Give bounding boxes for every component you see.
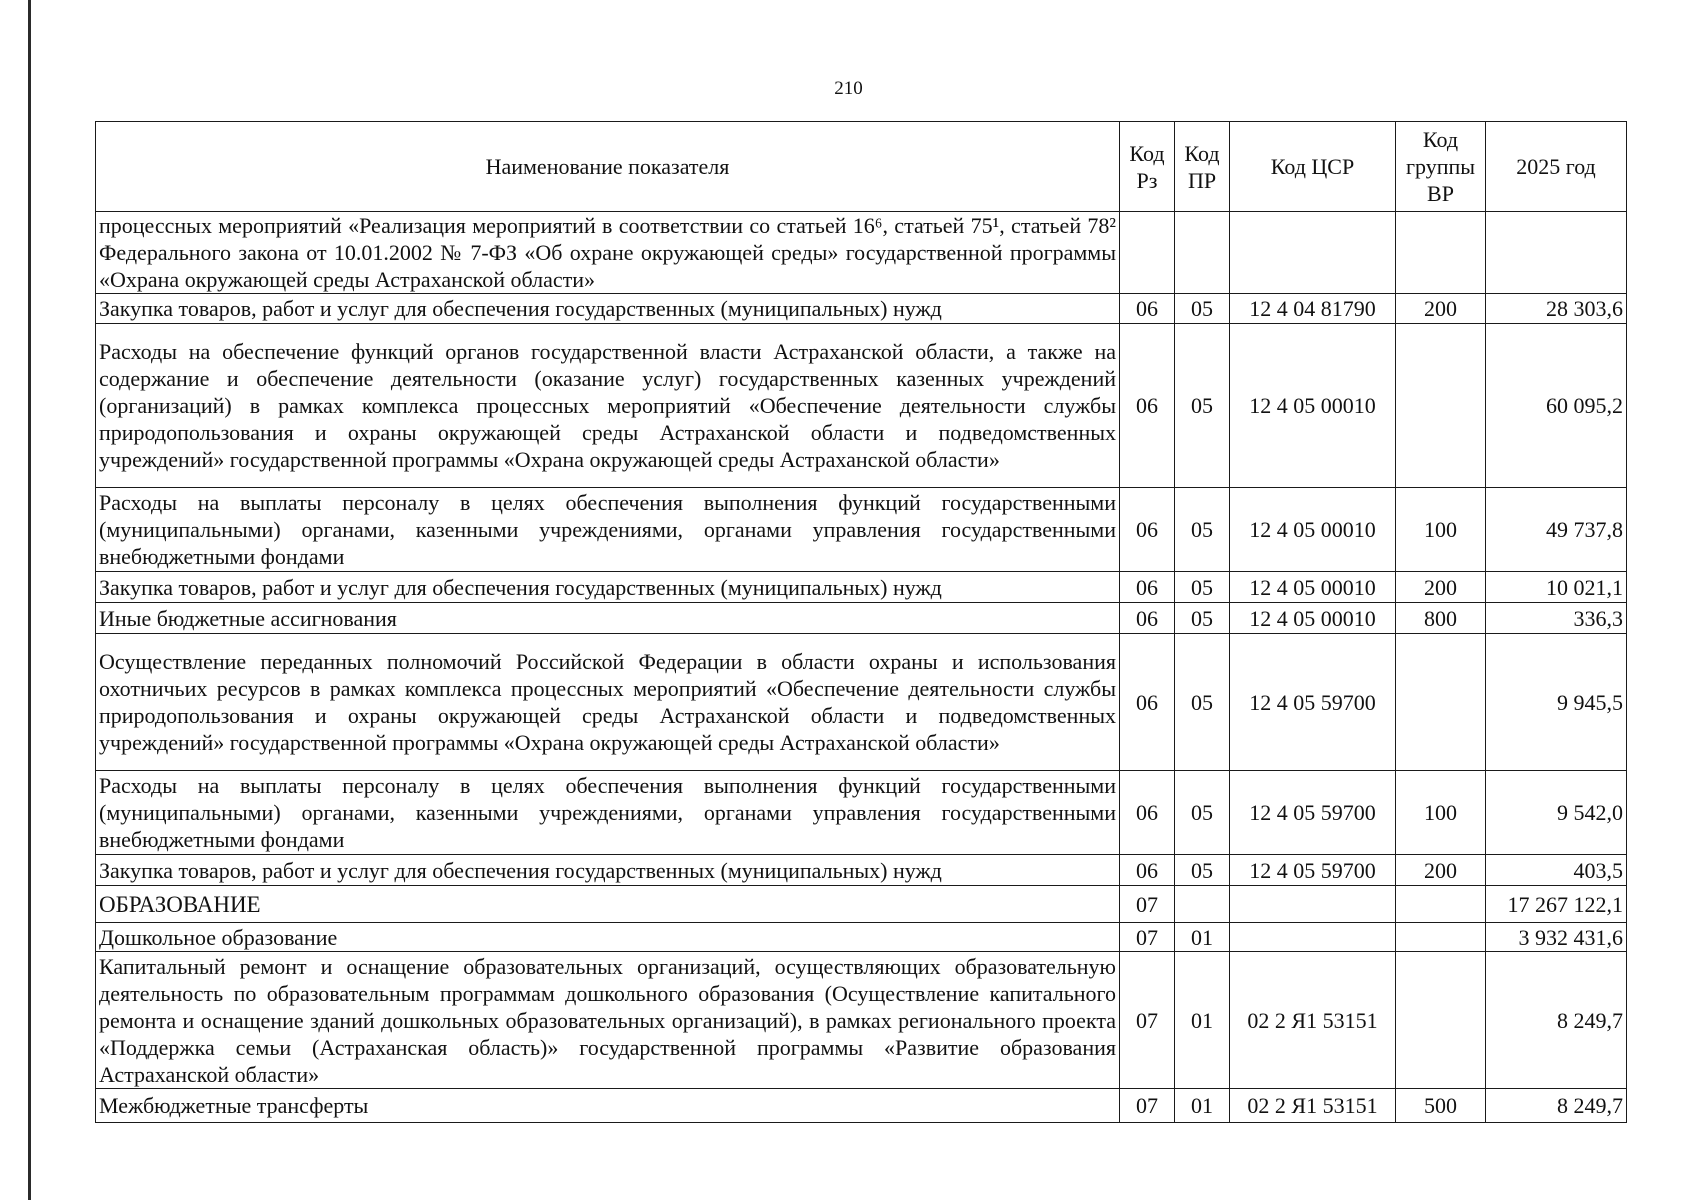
row-rz: 07 (1120, 923, 1175, 952)
row-amount: 3 932 431,6 (1486, 923, 1627, 952)
row-name: Дошкольное образование (96, 923, 1120, 952)
table-row (96, 324, 1627, 488)
header-rz: Код Рз (1120, 122, 1175, 212)
row-rz: 06 (1120, 771, 1175, 855)
row-pr: 05 (1175, 855, 1230, 886)
row-name: Расходы на обеспечение функций органов государственной власти Астраханской области, а также на содержание и обеспечение деятельности (оказание услуг) государственных казенных учреждений (организаций) в рамках комплекса процессных мероприятий «Обеспечение деятельности службы природопользования и охраны окружающей среды Астраханской области и подведомственных учреждений» государственной программы «Охрана окружающей среды Астраханской области» (96, 324, 1120, 488)
row-csr: 12 4 04 81790 (1230, 294, 1396, 324)
row-amount: 49 737,8 (1486, 488, 1627, 572)
row-name: Закупка товаров, работ и услуг для обеспечения государственных (муниципальных) нужд (96, 855, 1120, 886)
row-pr: 01 (1175, 952, 1230, 1089)
table-row (96, 488, 1627, 572)
table-row (96, 886, 1627, 923)
row-vr: 500 (1396, 1089, 1486, 1123)
row-rz: 06 (1120, 488, 1175, 572)
row-rz: 06 (1120, 324, 1175, 488)
row-name: Осуществление переданных полномочий Российской Федерации в области охраны и использования охотничьих ресурсов в рамках комплекса процессных мероприятий «Обеспечение деятельности службы природопользования и охраны окружающей среды Астраханской области и подведомственных учреждений» государственной программы «Охрана окружающей среды Астраханской области» (96, 634, 1120, 771)
table-row (96, 952, 1627, 1089)
row-amount: 60 095,2 (1486, 324, 1627, 488)
table-row (96, 572, 1627, 603)
row-vr: 200 (1396, 294, 1486, 324)
row-pr: 01 (1175, 923, 1230, 952)
row-pr: 05 (1175, 572, 1230, 603)
table-row (96, 294, 1627, 324)
table-row (96, 923, 1627, 952)
row-vr (1396, 634, 1486, 771)
row-vr (1396, 923, 1486, 952)
header-csr: Код ЦСР (1230, 122, 1396, 212)
table-row (96, 212, 1627, 294)
row-csr: 12 4 05 00010 (1230, 488, 1396, 572)
row-vr: 100 (1396, 771, 1486, 855)
row-pr: 05 (1175, 634, 1230, 771)
row-pr: 05 (1175, 603, 1230, 634)
row-vr (1396, 324, 1486, 488)
table-row (96, 603, 1627, 634)
page-number: 210 (834, 78, 863, 99)
row-name: Закупка товаров, работ и услуг для обеспечения государственных (муниципальных) нужд (96, 572, 1120, 603)
row-pr (1175, 886, 1230, 923)
row-vr: 200 (1396, 855, 1486, 886)
row-pr: 05 (1175, 488, 1230, 572)
row-rz: 06 (1120, 634, 1175, 771)
table-row (96, 771, 1627, 855)
header-name: Наименование показателя (96, 122, 1120, 212)
row-name: Расходы на выплаты персоналу в целях обеспечения выполнения функций государственными (муниципальными) органами, казенными учреждениями, органами управления государственными внебюджетными фондами (96, 771, 1120, 855)
row-amount: 10 021,1 (1486, 572, 1627, 603)
row-vr: 800 (1396, 603, 1486, 634)
row-amount: 28 303,6 (1486, 294, 1627, 324)
row-pr: 05 (1175, 294, 1230, 324)
row-name: Капитальный ремонт и оснащение образовательных организаций, осуществляющих образовательную деятельность по образовательным программам дошкольного образования (Осуществление капитального ремонта и оснащение зданий дошкольных образовательных организаций), в рамках регионального проекта «Поддержка семьи (Астраханская область)» государственной программы «Развитие образования Астраханской области» (96, 952, 1120, 1089)
row-rz: 07 (1120, 886, 1175, 923)
row-rz: 06 (1120, 572, 1175, 603)
row-amount: 8 249,7 (1486, 1089, 1627, 1123)
header-year: 2025 год (1486, 122, 1627, 212)
row-rz: 07 (1120, 1089, 1175, 1123)
row-csr: 12 4 05 00010 (1230, 324, 1396, 488)
row-csr: 12 4 05 59700 (1230, 634, 1396, 771)
table-row (96, 634, 1627, 771)
table-row (96, 855, 1627, 886)
table-row (96, 1089, 1627, 1123)
row-rz: 06 (1120, 603, 1175, 634)
row-rz (1120, 212, 1175, 294)
row-pr: 05 (1175, 771, 1230, 855)
row-csr (1230, 923, 1396, 952)
row-amount: 9 945,5 (1486, 634, 1627, 771)
row-amount: 336,3 (1486, 603, 1627, 634)
row-amount: 17 267 122,1 (1486, 886, 1627, 923)
row-name: Расходы на выплаты персоналу в целях обеспечения выполнения функций государственными (муниципальными) органами, казенными учреждениями, органами управления государственными внебюджетными фондами (96, 488, 1120, 572)
row-name: процессных мероприятий «Реализация мероприятий в соответствии со статьей 16⁶, статьей 75¹, статьей 78² Федерального закона от 10.01.2002 № 7-ФЗ «Об охране окружающей среды» государственной программы «Охрана окружающей среды Астраханской области» (96, 212, 1120, 294)
row-rz: 06 (1120, 855, 1175, 886)
row-name: Межбюджетные трансферты (96, 1089, 1120, 1123)
row-rz: 06 (1120, 294, 1175, 324)
row-pr: 01 (1175, 1089, 1230, 1123)
row-amount: 9 542,0 (1486, 771, 1627, 855)
row-csr: 02 2 Я1 53151 (1230, 1089, 1396, 1123)
table-header (96, 122, 1627, 212)
row-csr: 12 4 05 00010 (1230, 603, 1396, 634)
scan-edge-line (28, 0, 31, 1200)
row-csr: 12 4 05 59700 (1230, 771, 1396, 855)
row-vr: 200 (1396, 572, 1486, 603)
row-amount: 8 249,7 (1486, 952, 1627, 1089)
row-pr (1175, 212, 1230, 294)
row-name: Иные бюджетные ассигнования (96, 603, 1120, 634)
budget-table (95, 121, 1627, 1123)
row-name: ОБРАЗОВАНИЕ (96, 886, 1120, 923)
row-vr (1396, 886, 1486, 923)
row-amount (1486, 212, 1627, 294)
header-vr: Код группы ВР (1396, 122, 1486, 212)
row-csr (1230, 886, 1396, 923)
row-vr (1396, 212, 1486, 294)
row-name: Закупка товаров, работ и услуг для обеспечения государственных (муниципальных) нужд (96, 294, 1120, 324)
row-vr: 100 (1396, 488, 1486, 572)
row-csr: 02 2 Я1 53151 (1230, 952, 1396, 1089)
row-csr (1230, 212, 1396, 294)
row-amount: 403,5 (1486, 855, 1627, 886)
row-csr: 12 4 05 59700 (1230, 855, 1396, 886)
row-pr: 05 (1175, 324, 1230, 488)
row-rz: 07 (1120, 952, 1175, 1089)
row-vr (1396, 952, 1486, 1089)
header-pr: Код ПР (1175, 122, 1230, 212)
row-csr: 12 4 05 00010 (1230, 572, 1396, 603)
